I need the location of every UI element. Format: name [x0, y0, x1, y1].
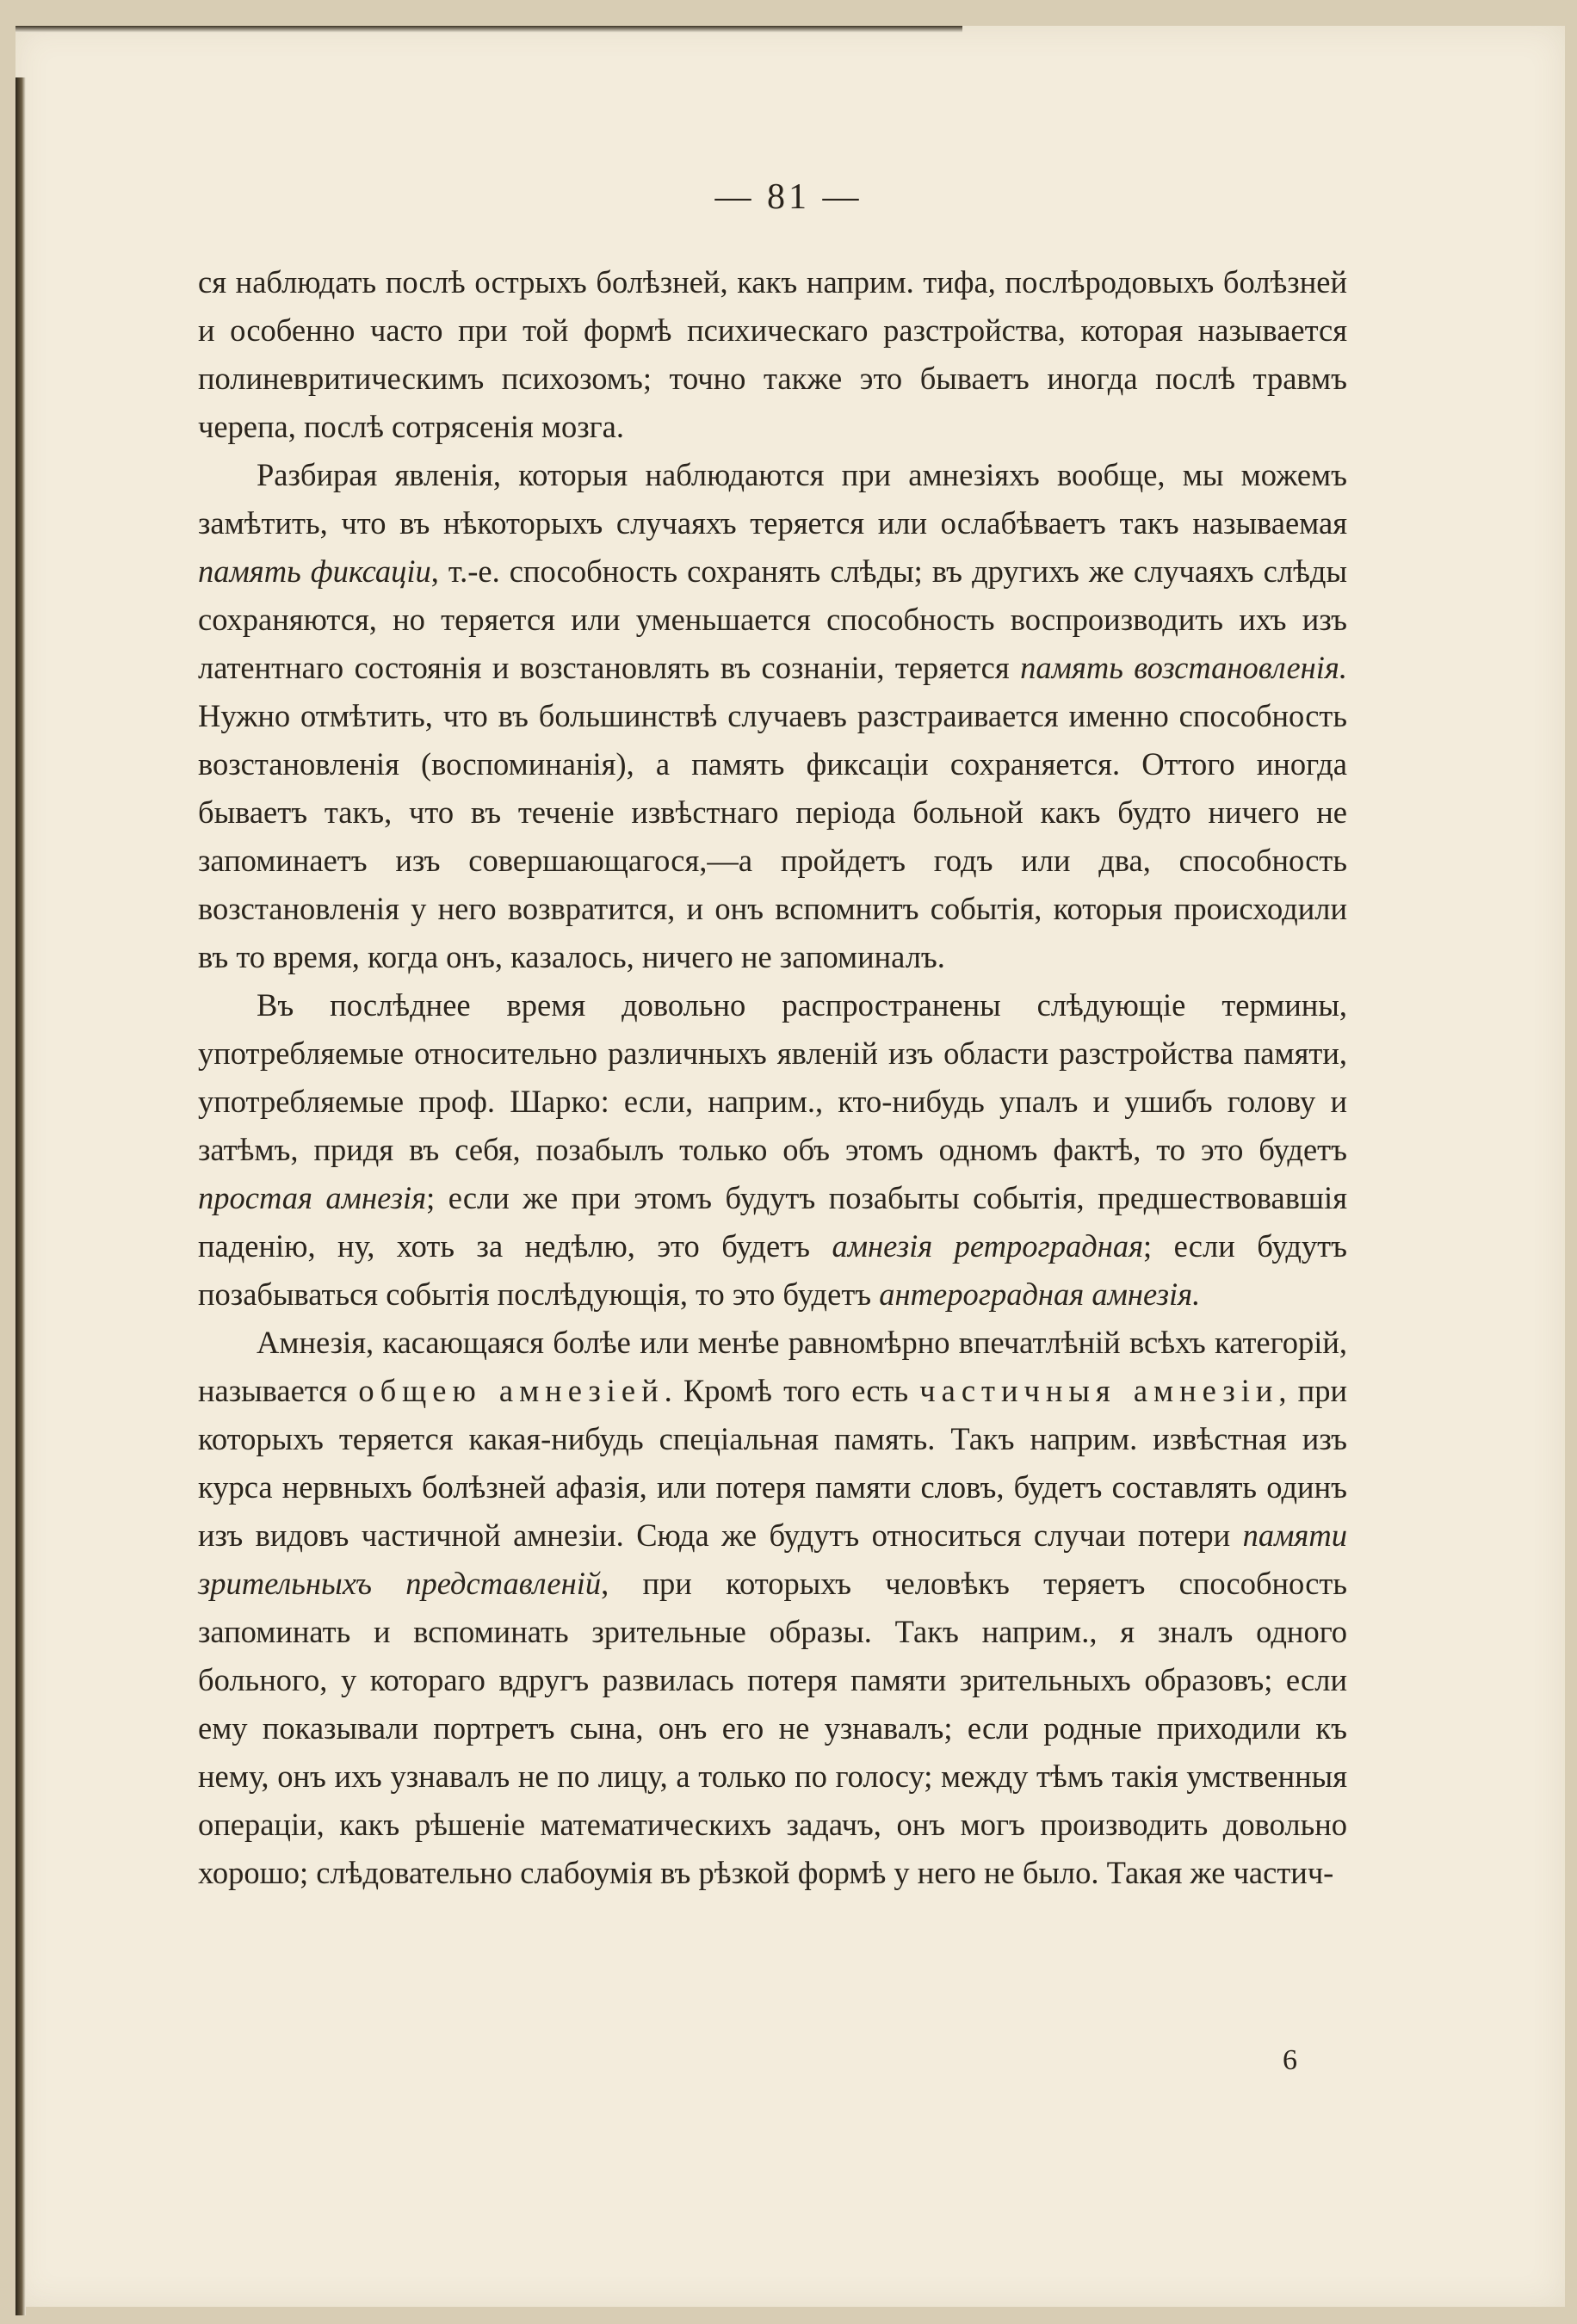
- term-fixation-memory: память фиксаціи: [198, 553, 431, 589]
- paragraph-2-text-c: , т.-е. способность сохранять слѣды; въ другихъ же случаяхъ слѣды сохраняются, но теряется или уменьшается способность воспроизводить ихъ изъ латентнаго состоянія и возстановлять въ сознаніи, теряется: [198, 553, 1347, 685]
- body-text: [198, 258, 1347, 1897]
- paragraph-4-text-a: Амнезія, касающаяся болѣе или менѣе равномѣрно впечатлѣній всѣхъ категорій, называется: [198, 1325, 1347, 1408]
- binding-shadow: [15, 77, 26, 2315]
- signature-mark: 6: [1283, 2044, 1297, 2076]
- paragraph-1: [198, 258, 1347, 451]
- term-anterograde-amnesia: антероградная амнезія.: [879, 1276, 1201, 1312]
- page-number: — 81 —: [714, 177, 863, 217]
- paragraph-2-text-a: Разбирая явленія, которыя наблюдаются при амнезіяхъ вообще, мы можемъ замѣтить, что въ нѣкоторыхъ случаяхъ теряется или ослабѣваетъ такъ называемая: [198, 457, 1347, 541]
- paragraph-2-text-e: Нужно отмѣтить, что въ большинствѣ случаевъ разстраивается именно способность возстановленія (воспоминанія), а память фиксаціи сохраняется. Оттого иногда бываетъ такъ, что въ теченіе извѣстнаго періода больной какъ будто ничего не запоминаетъ изъ совершающагося,—а пройдетъ годъ или два, способность возстановленія у него возвратится, и онъ вспомнитъ событія, которыя происходили въ то время, когда онъ, казалось, ничего не запоминалъ.: [198, 698, 1347, 974]
- paragraph-3-text-c: ; если же при этомъ будутъ позабыты событія, предшествовавшія паденію, ну, хоть за недѣлю, это будетъ: [198, 1180, 1347, 1264]
- term-partial-amnesia: частичныя амнезіи: [919, 1373, 1279, 1408]
- paragraph-3: [198, 981, 1347, 1319]
- term-recall-memory: память возстановленія.: [1020, 650, 1347, 685]
- paragraph-4: [198, 1319, 1347, 1897]
- paragraph-4-text-e: , при которыхъ теряется какая-нибудь спеціальная память. Такъ наприм. извѣстная изъ курса нервныхъ болѣзней афазія, или потеря памяти словъ, будетъ составлять одинъ изъ видовъ частичной амнезіи. Сюда же будутъ относиться случаи потери: [198, 1373, 1347, 1553]
- paragraph-2: [198, 451, 1347, 981]
- term-visual-memory: памяти зрительныхъ представленій: [198, 1517, 1347, 1601]
- paragraph-4-text-c: . Кромѣ того есть: [664, 1373, 920, 1408]
- paragraph-3-text-a: Въ послѣднее время довольно распространены слѣдующіе термины, употребляемые относительно различныхъ явленій изъ области разстройства памяти, употребляемые проф. Шарко: если, наприм., кто-нибудь упалъ и ушибъ голову и затѣмъ, придя въ себя, позабылъ только объ этомъ одномъ фактѣ, то это будетъ: [198, 987, 1347, 1167]
- top-edge-shadow: [15, 26, 962, 33]
- paragraph-4-text-g: , при которыхъ человѣкъ теряетъ способность запоминать и вспоминать зрительные образы. Такъ наприм., я зналъ одного больного, у котораго вдругъ развилась потеря памяти зрительныхъ образовъ; если ему показывали портретъ сына, онъ его не узнавалъ; если родные приходили къ нему, онъ ихъ узнавалъ не по лицу, а только по голосу; между тѣмъ такія умственныя операціи, какъ рѣшеніе математическихъ задачъ, онъ могъ производить довольно хорошо; слѣдовательно слабоумія въ рѣзкой формѣ у него не было. Такая же частич-: [198, 1566, 1348, 1890]
- term-general-amnesia: общею амнезіей: [358, 1373, 665, 1408]
- paragraph-3-text-e: ; если будутъ позабываться событія послѣдующія, то это будетъ: [198, 1228, 1348, 1312]
- term-simple-amnesia: простая амнезія: [198, 1180, 427, 1215]
- term-retrograde-amnesia: амнезія ретроградная: [832, 1228, 1144, 1264]
- paragraph-1-text: ся наблюдать послѣ острыхъ болѣзней, какъ наприм. тифа, послѣродовыхъ болѣзней и особенно часто при той формѣ психическаго разстройства, которая называется полиневритическимъ психозомъ; точно также это бываетъ иногда послѣ травмъ черепа, послѣ сотрясенія мозга.: [198, 264, 1347, 444]
